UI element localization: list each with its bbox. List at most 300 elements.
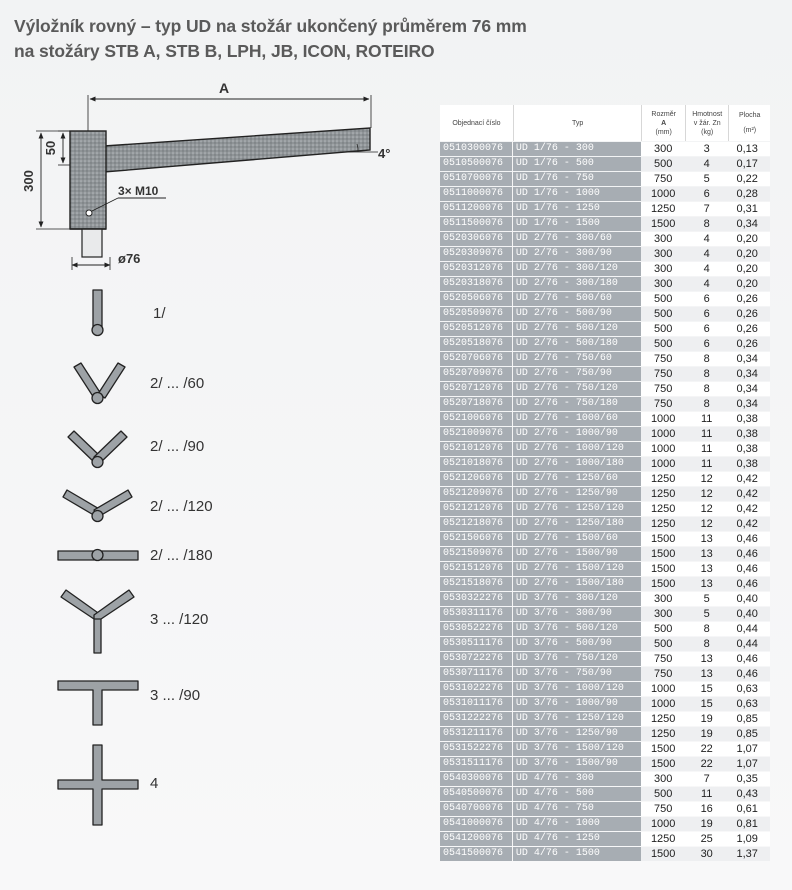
area-cell: 0,43	[728, 787, 770, 801]
table-row	[440, 532, 770, 546]
weight-cell: 6	[685, 187, 729, 201]
size-a-cell: 1500	[641, 562, 685, 576]
table-row	[440, 262, 770, 276]
order-code-cell: 0531522276	[440, 742, 513, 756]
type-cell: UD 2/76 - 750/90	[513, 367, 642, 381]
table-row	[440, 322, 770, 336]
size-a-cell: 500	[641, 787, 685, 801]
type-cell: UD 2/76 - 500/60	[513, 292, 642, 306]
size-a-cell: 500	[641, 622, 685, 636]
type-cell: UD 2/76 - 1500/180	[513, 577, 642, 591]
type-cell: UD 2/76 - 1500/90	[513, 547, 642, 561]
table-row	[440, 487, 770, 501]
table-row	[440, 187, 770, 201]
quad-arm-icon	[58, 745, 138, 825]
table-row	[440, 382, 770, 396]
area-cell: 0,34	[728, 367, 770, 381]
variant-label-1: 1/	[153, 305, 166, 322]
table-header-row	[440, 105, 770, 141]
order-code-cell: 0521018076	[440, 457, 513, 471]
header-area-l1: Plocha	[739, 112, 761, 119]
area-cell: 0,34	[728, 352, 770, 366]
spec-table	[440, 104, 770, 862]
type-cell: UD 1/76 - 300	[513, 142, 642, 156]
area-cell: 0,42	[728, 487, 770, 501]
table-row	[440, 562, 770, 576]
type-cell: UD 3/76 - 1500/120	[513, 742, 642, 756]
weight-cell: 11	[685, 427, 729, 441]
type-cell: UD 3/76 - 1000/120	[513, 682, 642, 696]
weight-cell: 16	[685, 802, 729, 816]
table-row	[440, 352, 770, 366]
area-cell: 0,34	[728, 397, 770, 411]
type-cell: UD 2/76 - 1000/90	[513, 427, 642, 441]
table-row	[440, 742, 770, 756]
order-code-cell: 0520509076	[440, 307, 513, 321]
area-cell: 0,40	[728, 607, 770, 621]
weight-cell: 25	[685, 832, 729, 846]
variant-label-2-120: 2/ ... /120	[150, 498, 213, 515]
size-a-cell: 500	[641, 322, 685, 336]
size-a-cell: 750	[641, 667, 685, 681]
size-a-cell: 500	[641, 337, 685, 351]
table-row	[440, 787, 770, 801]
order-code-cell: 0521212076	[440, 502, 513, 516]
size-a-cell: 1500	[641, 847, 685, 861]
table-row	[440, 397, 770, 411]
type-cell: UD 4/76 - 1000	[513, 817, 642, 831]
area-cell: 1,37	[728, 847, 770, 861]
triple-arm-90-icon	[58, 681, 138, 725]
table-row	[440, 472, 770, 486]
type-cell: UD 2/76 - 300/90	[513, 247, 642, 261]
order-code-cell: 0520512076	[440, 322, 513, 336]
weight-cell: 7	[685, 772, 729, 786]
area-cell: 1,07	[728, 757, 770, 771]
size-a-cell: 300	[641, 277, 685, 291]
weight-cell: 13	[685, 577, 729, 591]
area-cell: 0,46	[728, 652, 770, 666]
size-a-cell: 1500	[641, 742, 685, 756]
table-row	[440, 832, 770, 846]
order-code-cell: 0530711176	[440, 667, 513, 681]
angle-label: 4°	[378, 146, 391, 161]
size-a-cell: 300	[641, 592, 685, 606]
type-cell: UD 3/76 - 1000/90	[513, 697, 642, 711]
table-row	[440, 667, 770, 681]
size-a-cell: 300	[641, 262, 685, 276]
variant-label-3-90: 3 ... /90	[150, 687, 201, 704]
area-cell: 0,26	[728, 307, 770, 321]
type-cell: UD 2/76 - 750/120	[513, 382, 642, 396]
area-cell: 0,46	[728, 577, 770, 591]
order-code-cell: 0521218076	[440, 517, 513, 531]
order-code-cell: 0530311176	[440, 607, 513, 621]
double-arm-60-icon	[74, 363, 125, 404]
header-weight-l3: (kg)	[701, 128, 714, 136]
weight-cell: 8	[685, 397, 729, 411]
order-code-cell: 0540700076	[440, 802, 513, 816]
weight-cell: 8	[685, 367, 729, 381]
weight-cell: 5	[685, 172, 729, 186]
type-cell: UD 3/76 - 500/90	[513, 637, 642, 651]
type-cell: UD 1/76 - 500	[513, 157, 642, 171]
type-cell: UD 3/76 - 750/120	[513, 652, 642, 666]
area-cell: 0,20	[728, 232, 770, 246]
size-a-cell: 500	[641, 157, 685, 171]
size-a-cell: 500	[641, 637, 685, 651]
header-size-l1: Rozměr	[651, 110, 676, 118]
size-a-cell: 1250	[641, 487, 685, 501]
title-line-1: Výložník rovný – typ UD na stožár ukončený průměrem 76 mm	[14, 16, 527, 36]
area-cell: 0,85	[728, 712, 770, 726]
weight-cell: 8	[685, 352, 729, 366]
order-code-cell: 0511500076	[440, 217, 513, 231]
pole-top	[82, 229, 102, 257]
weight-cell: 19	[685, 727, 729, 741]
type-cell: UD 4/76 - 1250	[513, 832, 642, 846]
order-code-cell: 0531211176	[440, 727, 513, 741]
order-code-cell: 0530522276	[440, 622, 513, 636]
table-row	[440, 367, 770, 381]
size-a-cell: 300	[641, 607, 685, 621]
type-cell: UD 1/76 - 1500	[513, 217, 642, 231]
area-cell: 0,34	[728, 382, 770, 396]
order-code-cell: 0521518076	[440, 577, 513, 591]
order-code-cell: 0521506076	[440, 532, 513, 546]
area-cell: 0,13	[728, 142, 770, 156]
weight-cell: 4	[685, 157, 729, 171]
screws-label: 3× M10	[118, 184, 159, 198]
order-code-cell: 0511000076	[440, 187, 513, 201]
order-code-cell: 0521012076	[440, 442, 513, 456]
table-row	[440, 172, 770, 186]
type-cell: UD 2/76 - 1000/180	[513, 457, 642, 471]
area-cell: 0,22	[728, 172, 770, 186]
size-a-cell: 1500	[641, 217, 685, 231]
area-cell: 0,63	[728, 697, 770, 711]
area-cell: 0,26	[728, 322, 770, 336]
table-row	[440, 682, 770, 696]
type-cell: UD 2/76 - 1250/90	[513, 487, 642, 501]
dim-50-label: 50	[43, 140, 58, 156]
order-code-cell: 0531011176	[440, 697, 513, 711]
order-code-cell: 0530722276	[440, 652, 513, 666]
size-a-cell: 750	[641, 652, 685, 666]
type-cell: UD 3/76 - 1250/90	[513, 727, 642, 741]
table-row	[440, 337, 770, 351]
area-cell: 0,38	[728, 412, 770, 426]
area-cell: 0,38	[728, 457, 770, 471]
order-code-cell: 0531222276	[440, 712, 513, 726]
variant-label-2-180: 2/ ... /180	[150, 547, 213, 564]
type-cell: UD 2/76 - 750/180	[513, 397, 642, 411]
table-row	[440, 817, 770, 831]
table-row	[440, 142, 770, 156]
type-cell: UD 2/76 - 300/120	[513, 262, 642, 276]
size-a-cell: 1000	[641, 682, 685, 696]
type-cell: UD 4/76 - 500	[513, 787, 642, 801]
size-a-cell: 750	[641, 802, 685, 816]
header-size	[641, 105, 685, 141]
size-a-cell: 1500	[641, 547, 685, 561]
size-a-cell: 1000	[641, 442, 685, 456]
area-cell: 0,81	[728, 817, 770, 831]
weight-cell: 4	[685, 277, 729, 291]
order-code-cell: 0520518076	[440, 337, 513, 351]
table-row	[440, 517, 770, 531]
size-a-cell: 1250	[641, 202, 685, 216]
order-code-cell: 0530322276	[440, 592, 513, 606]
order-code-cell: 0540300076	[440, 772, 513, 786]
order-code-cell: 0521006076	[440, 412, 513, 426]
weight-cell: 15	[685, 682, 729, 696]
size-a-cell: 750	[641, 382, 685, 396]
order-code-cell: 0521009076	[440, 427, 513, 441]
order-code-cell: 0521509076	[440, 547, 513, 561]
weight-cell: 11	[685, 457, 729, 471]
type-cell: UD 1/76 - 1000	[513, 187, 642, 201]
table-row	[440, 547, 770, 561]
area-cell: 1,07	[728, 742, 770, 756]
table-body	[440, 142, 770, 861]
weight-cell: 3	[685, 142, 729, 156]
area-cell: 0,17	[728, 157, 770, 171]
table-row	[440, 292, 770, 306]
type-cell: UD 2/76 - 1000/60	[513, 412, 642, 426]
area-cell: 0,42	[728, 517, 770, 531]
weight-cell: 8	[685, 637, 729, 651]
header-area	[728, 105, 770, 141]
diameter-label: ø76	[118, 251, 141, 266]
weight-cell: 5	[685, 607, 729, 621]
weight-cell: 15	[685, 697, 729, 711]
size-a-cell: 1500	[641, 532, 685, 546]
size-a-cell: 300	[641, 232, 685, 246]
type-cell: UD 1/76 - 1250	[513, 202, 642, 216]
weight-cell: 22	[685, 757, 729, 771]
table-row	[440, 442, 770, 456]
variant-label-4: 4	[150, 775, 159, 792]
table-row	[440, 427, 770, 441]
header-area-l2: (m²)	[743, 127, 757, 134]
weight-cell: 19	[685, 712, 729, 726]
table-row	[440, 202, 770, 216]
type-cell: UD 4/76 - 750	[513, 802, 642, 816]
weight-cell: 12	[685, 487, 729, 501]
weight-cell: 13	[685, 532, 729, 546]
weight-cell: 5	[685, 592, 729, 606]
order-code-cell: 0520309076	[440, 247, 513, 261]
type-cell: UD 3/76 - 300/120	[513, 592, 642, 606]
size-a-cell: 1500	[641, 577, 685, 591]
triple-arm-120-icon	[61, 590, 134, 653]
size-a-cell: 500	[641, 307, 685, 321]
type-cell: UD 3/76 - 750/90	[513, 667, 642, 681]
table-row	[440, 637, 770, 651]
order-code-cell: 0510500076	[440, 157, 513, 171]
type-cell: UD 2/76 - 1250/120	[513, 502, 642, 516]
area-cell: 0,38	[728, 442, 770, 456]
variant-label-2-90: 2/ ... /90	[150, 438, 205, 455]
size-a-cell: 1000	[641, 697, 685, 711]
weight-cell: 6	[685, 322, 729, 336]
size-a-cell: 1000	[641, 427, 685, 441]
size-a-cell: 500	[641, 292, 685, 306]
type-cell: UD 2/76 - 750/60	[513, 352, 642, 366]
weight-cell: 4	[685, 262, 729, 276]
table-row	[440, 697, 770, 711]
order-code-cell: 0520312076	[440, 262, 513, 276]
order-code-cell: 0510300076	[440, 142, 513, 156]
order-code-cell: 0511200076	[440, 202, 513, 216]
table-row	[440, 712, 770, 726]
area-cell: 0,42	[728, 472, 770, 486]
order-code-cell: 0541200076	[440, 832, 513, 846]
weight-cell: 8	[685, 382, 729, 396]
area-cell: 0,46	[728, 532, 770, 546]
weight-cell: 12	[685, 517, 729, 531]
order-code-cell: 0530511176	[440, 637, 513, 651]
type-cell: UD 2/76 - 500/180	[513, 337, 642, 351]
order-code-cell: 0541000076	[440, 817, 513, 831]
order-code-cell: 0521206076	[440, 472, 513, 486]
area-cell: 0,28	[728, 187, 770, 201]
table-row	[440, 652, 770, 666]
weight-cell: 6	[685, 337, 729, 351]
type-cell: UD 2/76 - 300/60	[513, 232, 642, 246]
area-cell: 0,20	[728, 262, 770, 276]
size-a-cell: 1000	[641, 817, 685, 831]
weight-cell: 13	[685, 652, 729, 666]
weight-cell: 13	[685, 562, 729, 576]
area-cell: 0,34	[728, 217, 770, 231]
type-cell: UD 3/76 - 300/90	[513, 607, 642, 621]
table-row	[440, 412, 770, 426]
size-a-cell: 300	[641, 142, 685, 156]
size-a-cell: 1250	[641, 712, 685, 726]
order-code-cell: 0521209076	[440, 487, 513, 501]
header-weight	[685, 105, 729, 141]
weight-cell: 4	[685, 247, 729, 261]
area-cell: 0,20	[728, 277, 770, 291]
type-cell: UD 1/76 - 750	[513, 172, 642, 186]
type-cell: UD 4/76 - 300	[513, 772, 642, 786]
weight-cell: 11	[685, 442, 729, 456]
area-cell: 0,40	[728, 592, 770, 606]
order-code-cell: 0520318076	[440, 277, 513, 291]
area-cell: 0,46	[728, 547, 770, 561]
table-row	[440, 847, 770, 861]
area-cell: 0,63	[728, 682, 770, 696]
header-code: Objednací číslo	[440, 105, 513, 141]
table-row	[440, 592, 770, 606]
table-row	[440, 307, 770, 321]
weight-cell: 19	[685, 817, 729, 831]
order-code-cell: 0540500076	[440, 787, 513, 801]
header-weight-l2: v žár. Zn	[693, 119, 721, 127]
area-cell: 0,46	[728, 562, 770, 576]
header-weight-l1: Hmotnost	[692, 110, 723, 118]
size-a-cell: 750	[641, 397, 685, 411]
size-a-cell: 300	[641, 772, 685, 786]
weight-cell: 8	[685, 217, 729, 231]
header-size-l3: (mm)	[655, 128, 672, 136]
dim-a-label: A	[218, 80, 230, 96]
area-cell: 0,42	[728, 502, 770, 516]
type-cell: UD 3/76 - 500/120	[513, 622, 642, 636]
size-a-cell: 1000	[641, 187, 685, 201]
type-cell: UD 3/76 - 1500/90	[513, 757, 642, 771]
screw-hole	[86, 210, 92, 216]
order-code-cell: 0520718076	[440, 397, 513, 411]
size-a-cell: 750	[641, 172, 685, 186]
table-row	[440, 772, 770, 786]
type-cell: UD 2/76 - 1250/180	[513, 517, 642, 531]
dim-300-label: 300	[21, 170, 36, 192]
weight-cell: 30	[685, 847, 729, 861]
area-cell: 0,61	[728, 802, 770, 816]
weight-cell: 12	[685, 472, 729, 486]
table-row	[440, 577, 770, 591]
table-row	[440, 457, 770, 471]
table-row	[440, 232, 770, 246]
weight-cell: 7	[685, 202, 729, 216]
type-cell: UD 3/76 - 1250/120	[513, 712, 642, 726]
table-row	[440, 802, 770, 816]
table-row	[440, 502, 770, 516]
order-code-cell: 0531022276	[440, 682, 513, 696]
weight-cell: 11	[685, 787, 729, 801]
area-cell: 0,38	[728, 427, 770, 441]
double-arm-90-icon	[68, 431, 127, 468]
type-cell: UD 2/76 - 1250/60	[513, 472, 642, 486]
area-cell: 0,44	[728, 637, 770, 651]
type-cell: UD 2/76 - 1500/60	[513, 532, 642, 546]
variant-label-2-60: 2/ ... /60	[150, 375, 205, 392]
table-row	[440, 607, 770, 621]
order-code-cell: 0520506076	[440, 292, 513, 306]
area-cell: 0,26	[728, 292, 770, 306]
size-a-cell: 750	[641, 367, 685, 381]
double-arm-120-icon	[63, 490, 132, 522]
variant-label-3-120: 3 ... /120	[150, 611, 209, 628]
weight-cell: 8	[685, 622, 729, 636]
weight-cell: 13	[685, 547, 729, 561]
size-a-cell: 750	[641, 352, 685, 366]
area-cell: 0,31	[728, 202, 770, 216]
table-row	[440, 157, 770, 171]
weight-cell: 6	[685, 307, 729, 321]
size-a-cell: 1250	[641, 502, 685, 516]
order-code-cell: 0510700076	[440, 172, 513, 186]
weight-cell: 11	[685, 412, 729, 426]
area-cell: 1,09	[728, 832, 770, 846]
area-cell: 0,46	[728, 667, 770, 681]
table-row	[440, 217, 770, 231]
table-row	[440, 727, 770, 741]
area-cell: 0,26	[728, 337, 770, 351]
table-row	[440, 247, 770, 261]
size-a-cell: 300	[641, 247, 685, 261]
size-a-cell: 1000	[641, 457, 685, 471]
bracket-drawing	[0, 0, 420, 290]
weight-cell: 22	[685, 742, 729, 756]
table-row	[440, 757, 770, 771]
size-a-cell: 1500	[641, 757, 685, 771]
area-cell: 0,85	[728, 727, 770, 741]
type-cell: UD 2/76 - 500/120	[513, 322, 642, 336]
